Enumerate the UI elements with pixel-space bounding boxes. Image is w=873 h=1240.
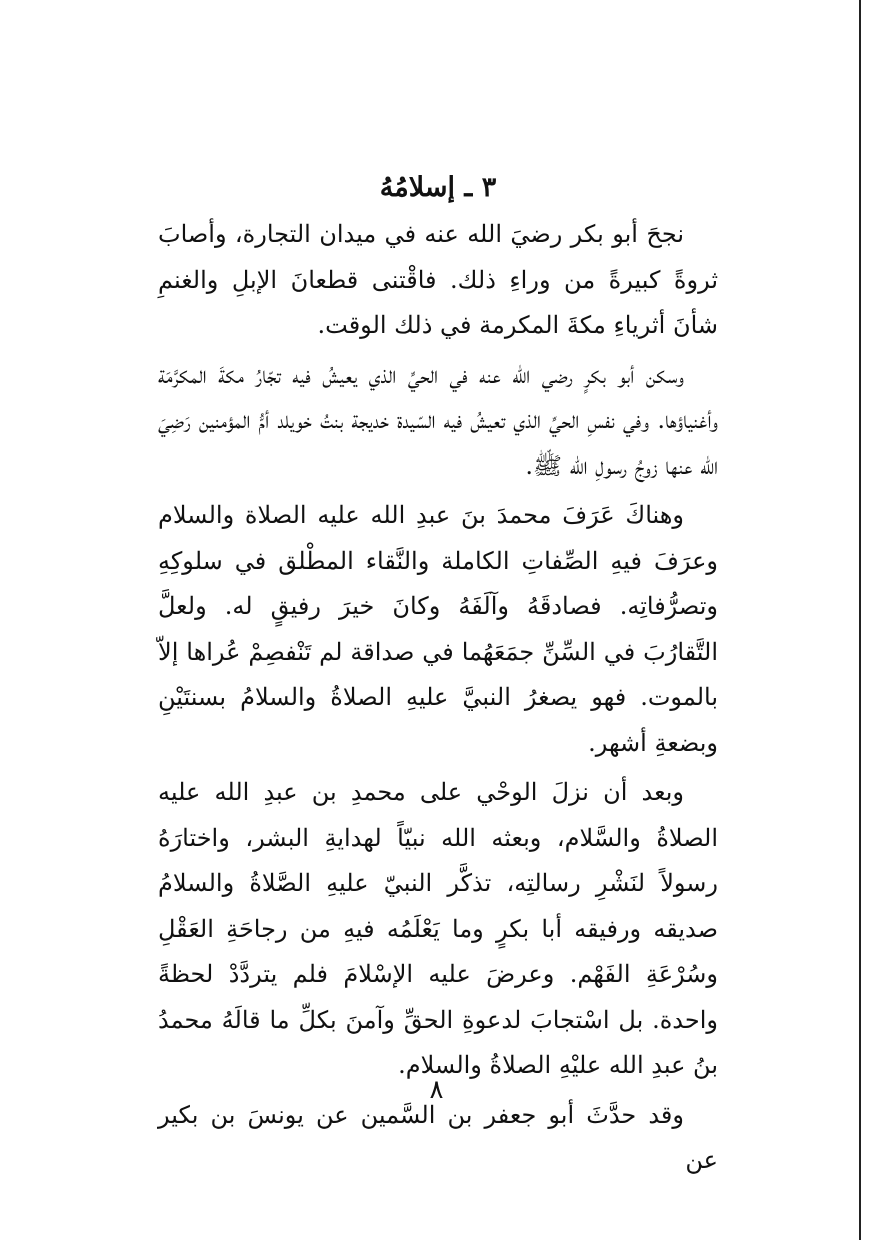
page-edge-line (859, 0, 861, 1240)
paragraph-narration: وقد حدَّثَ أبو جعفر بن السَّمين عن يونسَ بن بكير عن (158, 1100, 718, 1174)
book-page (158, 168, 718, 1184)
paragraph-neighborhood: وسكن أبو بكرٍ رضي الله عنه في الحيِّ الذي يعيشُ فيه تجّارُ مكةَ المكرَّمَة وأغنياؤها. وفي نفسِ الحيِّ الذي تعيشُ فيه السّيدة خديجة بنتُ خويلد أمُّ المؤمنين رَضِيَ الله عنها زوجُ رسولِ الله ﷺ. (158, 360, 718, 480)
paragraph-trade-success: نجحَ أبو بكر رضيَ الله عنه في ميدان التجارة، وأصابَ ثروةً كبيرةً من وراءِ ذلك. فاقْتنى قطعانَ الإبلِ والغنمِ شأنَ أثرياءِ مكةَ المكرمة في ذلك الوقت. (158, 220, 718, 339)
chapter-title: ٣ ـ إسلامُهُ (379, 172, 497, 203)
paragraph-conversion: وبعد أن نزلَ الوحْي على محمدِ بن عبدِ الله عليه الصلاةُ والسَّلام، وبعثه الله نبيّاً لهدايةِ البشر، واختارَهُ رسولاً لنَشْرِ رسالتِه، تذكَّر النبيّ عليهِ الصَّلاةُ والسلامُ صديقه ورفيقه أبا بكرٍ وما يَعْلَمُه فيهِ من رجاحَةِ العَقْلِ وسُرْعَةِ الفَهْم. وعرضَ عليه الإسْلامَ فلم يتردَّدْ لحظةً واحدة. بل اسْتجابَ لدعوةِ الحقِّ وآمنَ بكلِّ ما قالَهُ محمدُ بنُ عبدِ الله عليْهِ الصلاةُ والسلام. (158, 778, 718, 1079)
page-number: ٨ (429, 1075, 444, 1105)
paragraph-friendship: وهناكَ عَرَفَ محمدَ بنَ عبدِ الله عليه الصلاة والسلام وعرَفَ فيهِ الصِّفاتِ الكاملة والنَّقاء المطْلق في سلوكِهِ وتصرُّفاتِه. فصادقَهُ وآلَفَهُ وكانَ خيرَ رفيقٍ له. ولعلَّ التَّقارُبَ في السِّنِّ جمَعَهُما في صداقة لم تَنْفصِمْ عُراها إلاّ بالموت. فهو يصغرُ النبيَّ عليهِ الصلاةُ والسلامُ بسنتَيْنِ وبضعةِ أشهر. (158, 501, 718, 757)
